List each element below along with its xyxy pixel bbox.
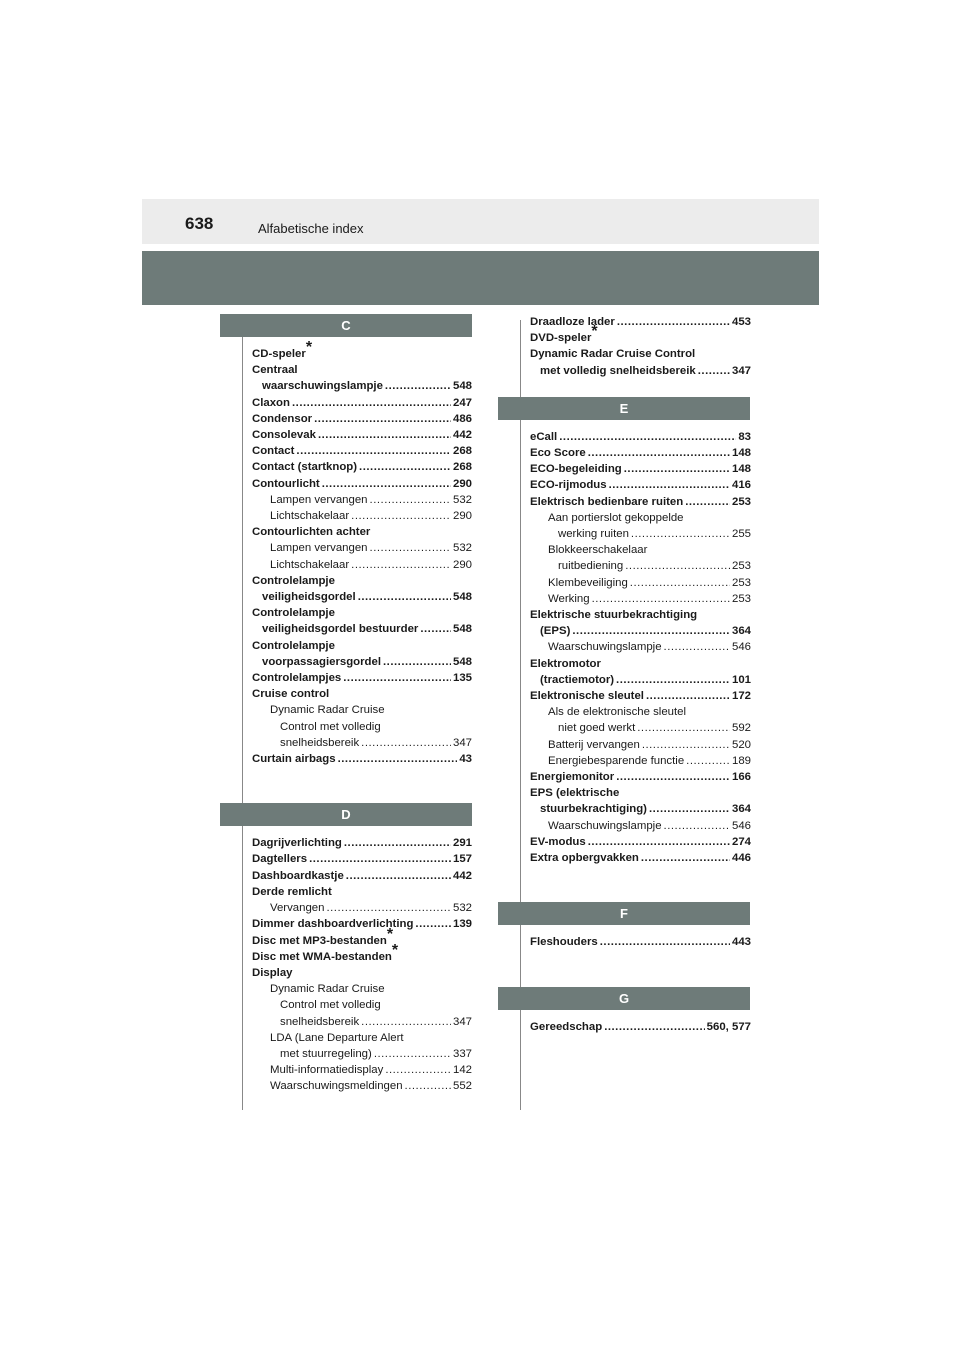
entry-list xyxy=(520,934,751,950)
dot-leader xyxy=(338,751,458,767)
index-entry xyxy=(252,981,472,997)
index-entry xyxy=(530,363,751,379)
index-entry xyxy=(252,605,472,621)
footnote-star: * xyxy=(591,323,598,341)
index-column-left xyxy=(242,314,472,1095)
index-entry xyxy=(530,314,751,330)
dot-leader xyxy=(346,868,451,884)
section-letter-f: F xyxy=(498,902,750,925)
entry-term: Lichtschakelaar xyxy=(270,510,350,523)
index-entry xyxy=(252,835,472,851)
entry-term: Dynamic Radar Cruise Control xyxy=(530,348,696,361)
index-entry xyxy=(252,443,472,459)
index-entry xyxy=(252,427,472,443)
entry-term: ECO-rijmodus xyxy=(530,479,607,492)
dot-leader xyxy=(604,1019,704,1035)
entry-term: Contact (startknop) xyxy=(252,461,358,474)
entry-term: Controlelampje xyxy=(252,607,335,620)
index-entry xyxy=(252,868,472,884)
entry-page-ref[interactable]: 416 xyxy=(731,479,751,492)
dot-leader xyxy=(588,834,730,850)
index-entry xyxy=(530,672,751,688)
entry-term: Energiemonitor xyxy=(530,771,615,784)
index-entry xyxy=(530,818,751,834)
entry-page-ref[interactable]: 442 xyxy=(452,429,472,442)
dot-leader xyxy=(385,1062,451,1078)
index-entry xyxy=(252,573,472,589)
index-entry xyxy=(252,589,472,605)
index-entry xyxy=(530,494,751,510)
entry-page-ref[interactable]: 532 xyxy=(452,493,472,506)
dot-leader xyxy=(649,801,730,817)
index-entry xyxy=(252,965,472,981)
entry-term: Energiebesparende functie xyxy=(548,754,685,767)
dot-leader xyxy=(358,589,451,605)
dot-leader xyxy=(698,363,730,379)
entry-page-ref[interactable]: 148 xyxy=(731,463,751,476)
index-entry xyxy=(530,542,751,558)
section-gap xyxy=(520,379,751,397)
section-letter-e: E xyxy=(498,397,750,420)
index-entry xyxy=(530,934,751,950)
entry-term: Disc met MP3-bestanden* xyxy=(252,925,394,947)
dot-leader xyxy=(314,411,451,427)
entry-page-ref[interactable]: 532 xyxy=(452,902,472,915)
index-entry xyxy=(530,558,751,574)
entry-term: Curtain airbags xyxy=(252,753,336,766)
entry-term: Control met volledig xyxy=(280,720,381,733)
entry-page-ref[interactable]: 253 xyxy=(731,576,751,589)
entry-term: snelheidsbereik xyxy=(280,1015,360,1028)
entry-term: (tractiemotor) xyxy=(540,673,615,686)
index-entry xyxy=(252,735,472,751)
entry-page-ref[interactable]: 548 xyxy=(452,623,472,636)
entry-term: Aan portierslot gekoppelde xyxy=(548,511,684,524)
index-entry xyxy=(252,540,472,556)
index-entry xyxy=(252,670,472,686)
index-entry xyxy=(252,686,472,702)
entry-term: stuurbekrachtiging) xyxy=(540,803,647,816)
entry-term: ECO-begeleiding xyxy=(530,463,622,476)
entry-term: Elektrische stuurbekrachtiging xyxy=(530,609,698,622)
index-entry xyxy=(530,737,751,753)
entry-term: Claxon xyxy=(252,396,290,409)
dot-leader xyxy=(642,737,730,753)
index-entry xyxy=(530,477,751,493)
entry-page-ref[interactable]: 247 xyxy=(452,396,472,409)
index-entry xyxy=(530,850,751,866)
index-entry xyxy=(530,639,751,655)
entry-page-ref[interactable]: 337 xyxy=(452,1047,472,1060)
index-entry xyxy=(252,508,472,524)
entry-page-ref[interactable]: 253 xyxy=(731,592,751,605)
entry-term: Centraal xyxy=(252,364,298,377)
index-entry xyxy=(252,900,472,916)
entry-term: Dashboardkastje xyxy=(252,869,344,882)
entry-term: veiligheidsgordel bestuurder xyxy=(262,623,419,636)
dot-leader xyxy=(385,378,451,394)
entry-page-ref[interactable]: 532 xyxy=(452,542,472,555)
index-entry xyxy=(530,346,751,362)
index-entry xyxy=(530,1019,751,1035)
entry-page-ref[interactable]: 486 xyxy=(452,412,472,425)
entry-term: waarschuwingslampje xyxy=(262,380,383,393)
dot-leader xyxy=(322,476,451,492)
dot-leader xyxy=(309,851,451,867)
entry-list xyxy=(242,339,472,767)
dot-leader xyxy=(600,934,730,950)
entry-page-ref[interactable]: 166 xyxy=(731,771,751,784)
entry-term: Elektrisch bedienbare ruiten xyxy=(530,495,684,508)
index-entry xyxy=(252,654,472,670)
entry-page-ref[interactable]: 135 xyxy=(452,672,472,685)
entry-term: ruitbediening xyxy=(558,560,624,573)
entry-page-ref[interactable]: 189 xyxy=(731,754,751,767)
index-entry xyxy=(252,941,472,965)
entry-page-ref[interactable]: 268 xyxy=(452,461,472,474)
entry-term: Lampen vervangen xyxy=(270,542,368,555)
index-entry xyxy=(530,688,751,704)
entry-term: Contourlichten achter xyxy=(252,526,371,539)
entry-page-ref[interactable]: 442 xyxy=(452,869,472,882)
entry-page-ref[interactable]: 592 xyxy=(731,722,751,735)
entry-page-ref[interactable]: 548 xyxy=(452,380,472,393)
index-entry xyxy=(252,719,472,735)
entry-page-ref[interactable]: 255 xyxy=(731,528,751,541)
dot-leader xyxy=(588,445,730,461)
entry-list xyxy=(520,429,751,866)
dot-leader xyxy=(664,639,730,655)
index-entry xyxy=(252,476,472,492)
dot-leader xyxy=(318,427,451,443)
entry-term: snelheidsbereik xyxy=(280,736,360,749)
index-entry xyxy=(252,702,472,718)
dot-leader xyxy=(572,623,730,639)
entry-page-ref[interactable]: 291 xyxy=(452,837,472,850)
entry-term: Batterij vervangen xyxy=(548,738,640,751)
entry-term: Waarschuwingslampje xyxy=(548,641,662,654)
page-number: 638 xyxy=(185,214,214,233)
dot-leader xyxy=(359,459,451,475)
index-entry xyxy=(530,591,751,607)
index-entry xyxy=(530,461,751,477)
entry-term: eCall xyxy=(530,430,558,443)
entry-term: Waarschuwingsmeldingen xyxy=(270,1080,403,1093)
entry-page-ref[interactable]: 453 xyxy=(731,316,751,328)
entry-term: Extra opbergvakken xyxy=(530,852,639,865)
dot-leader xyxy=(351,557,451,573)
entry-page-ref[interactable]: 520 xyxy=(731,738,751,751)
entry-term: Eco Score xyxy=(530,447,586,460)
entry-term: Multi-informatiedisplay xyxy=(270,1064,384,1077)
index-entry xyxy=(252,1014,472,1030)
section-letter-g: G xyxy=(498,987,750,1010)
dot-leader xyxy=(631,526,730,542)
entry-term: met stuurregeling) xyxy=(280,1047,372,1060)
entry-term: Gereedschap xyxy=(530,1020,603,1033)
index-entry xyxy=(252,884,472,900)
index-entry xyxy=(530,510,751,526)
index-entry xyxy=(530,801,751,817)
entry-term: Display xyxy=(252,966,293,979)
index-entry xyxy=(252,751,472,767)
index-entry xyxy=(252,997,472,1013)
index-entry xyxy=(252,638,472,654)
entry-term: Control met volledig xyxy=(280,999,381,1012)
entry-term: met volledig snelheidsbereik xyxy=(540,364,696,377)
section-letter-d: D xyxy=(220,803,472,826)
index-entry xyxy=(530,623,751,639)
footnote-star: * xyxy=(305,339,313,357)
entry-page-ref[interactable]: 253 xyxy=(731,495,751,508)
index-column-right xyxy=(520,314,751,1035)
index-entry xyxy=(530,656,751,672)
entry-term: Controlelampje xyxy=(252,574,335,587)
section-gap xyxy=(242,767,472,803)
entry-page-ref[interactable]: 364 xyxy=(731,625,751,638)
dot-leader xyxy=(616,769,730,785)
entry-page-ref[interactable]: 253 xyxy=(731,560,751,573)
entry-term: Dynamic Radar Cruise xyxy=(270,983,385,996)
dot-leader xyxy=(405,1078,451,1094)
entry-term: Lampen vervangen xyxy=(270,493,368,506)
entry-list xyxy=(242,835,472,1094)
entry-page-ref[interactable]: 290 xyxy=(452,510,472,523)
entry-page-ref[interactable]: 446 xyxy=(731,852,751,865)
dot-leader xyxy=(685,494,730,510)
entry-term: Klembeveiliging xyxy=(548,576,628,589)
index-entry xyxy=(530,785,751,801)
index-entry xyxy=(252,459,472,475)
dot-leader xyxy=(624,461,730,477)
index-entry xyxy=(530,720,751,736)
index-entry xyxy=(530,834,751,850)
index-entry xyxy=(252,411,472,427)
index-entry xyxy=(252,492,472,508)
dot-leader xyxy=(351,508,451,524)
entry-page-ref[interactable]: 268 xyxy=(452,445,472,458)
entry-term: EV-modus xyxy=(530,835,586,848)
index-entry xyxy=(530,769,751,785)
entry-term: Dagtellers xyxy=(252,853,308,866)
entry-page-ref[interactable]: 101 xyxy=(731,673,751,686)
entry-page-ref[interactable]: 139 xyxy=(452,918,472,931)
dot-leader xyxy=(361,1014,451,1030)
entry-term: Elektronische sleutel xyxy=(530,690,644,703)
index-entry xyxy=(252,621,472,637)
index-entry xyxy=(530,575,751,591)
dot-leader xyxy=(617,314,730,330)
entry-term: Vervangen xyxy=(270,902,325,915)
entry-page-ref[interactable]: 274 xyxy=(731,835,751,848)
running-title: Alfabetische index xyxy=(258,221,364,236)
entry-term: Werking xyxy=(548,592,590,605)
entry-term: Lichtschakelaar xyxy=(270,558,350,571)
entry-term: Dynamic Radar Cruise xyxy=(270,704,385,717)
section-letter-c: C xyxy=(220,314,472,337)
entry-term: Contourlicht xyxy=(252,477,320,490)
entry-list xyxy=(520,314,751,379)
entry-page-ref[interactable]: 290 xyxy=(452,477,472,490)
entry-page-ref[interactable]: 290 xyxy=(452,558,472,571)
entry-term: veiligheidsgordel xyxy=(262,591,356,604)
entry-term: EPS (elektrische xyxy=(530,787,620,800)
entry-page-ref[interactable]: 347 xyxy=(452,1015,472,1028)
entry-page-ref[interactable]: 552 xyxy=(452,1080,472,1093)
dot-leader xyxy=(296,443,451,459)
entry-page-ref[interactable]: 546 xyxy=(731,819,751,832)
entry-term: (EPS) xyxy=(540,625,571,638)
dot-leader xyxy=(616,672,730,688)
index-entry xyxy=(252,851,472,867)
entry-page-ref[interactable]: 172 xyxy=(731,690,751,703)
dot-leader xyxy=(641,850,730,866)
entry-page-ref[interactable]: 83 xyxy=(738,430,751,443)
index-entry xyxy=(252,925,472,949)
dot-leader xyxy=(343,670,451,686)
entry-term: Derde remlicht xyxy=(252,885,332,898)
index-entry xyxy=(530,429,751,445)
section-gap xyxy=(520,1010,751,1019)
entry-term: Blokkeerschakelaar xyxy=(548,544,648,557)
entry-term: Contact xyxy=(252,445,295,458)
dot-leader xyxy=(646,688,730,704)
entry-term: Waarschuwingslampje xyxy=(548,819,662,832)
entry-page-ref[interactable]: 347 xyxy=(731,364,751,377)
dot-leader xyxy=(637,720,730,736)
section-gap xyxy=(520,420,751,429)
index-entry xyxy=(252,362,472,378)
dot-leader xyxy=(686,753,730,769)
entry-term: Elektromotor xyxy=(530,657,601,670)
index-entry xyxy=(252,1062,472,1078)
dot-leader xyxy=(344,835,451,851)
entry-term: Condensor xyxy=(252,412,313,425)
entry-page-ref[interactable]: 548 xyxy=(452,591,472,604)
entry-term: Als de elektronische sleutel xyxy=(548,706,687,719)
entry-term: Cruise control xyxy=(252,688,330,701)
entry-page-ref[interactable]: 546 xyxy=(731,641,751,654)
section-gap xyxy=(242,826,472,835)
section-gap xyxy=(520,925,751,934)
index-entry xyxy=(252,524,472,540)
entry-term: niet goed werkt xyxy=(558,722,636,735)
index-entry xyxy=(530,607,751,623)
dot-leader xyxy=(370,492,451,508)
dot-leader xyxy=(559,429,736,445)
entry-term: CD-speler* xyxy=(252,339,313,360)
entry-page-ref[interactable]: 142 xyxy=(452,1064,472,1077)
index-entry xyxy=(530,704,751,720)
dot-leader xyxy=(630,575,730,591)
dot-leader xyxy=(664,818,730,834)
entry-page-ref[interactable]: 148 xyxy=(731,447,751,460)
entry-page-ref[interactable]: 43 xyxy=(459,753,472,766)
entry-page-ref[interactable]: 157 xyxy=(452,853,472,866)
dot-leader xyxy=(383,654,451,670)
dot-leader xyxy=(361,735,451,751)
entry-term: Draadloze lader xyxy=(530,316,615,328)
section-gap xyxy=(520,951,751,987)
entry-page-ref[interactable]: 560, 577 xyxy=(706,1020,751,1033)
index-entry xyxy=(530,526,751,542)
header-bar xyxy=(142,199,819,244)
index-entry xyxy=(252,557,472,573)
entry-term: Dagrijverlichting xyxy=(252,837,342,850)
index-entry xyxy=(530,323,751,346)
dot-leader xyxy=(326,900,451,916)
entry-page-ref[interactable]: 548 xyxy=(452,655,472,668)
entry-list xyxy=(520,1019,751,1035)
index-entry xyxy=(252,339,472,362)
dot-leader xyxy=(292,395,451,411)
index-entry xyxy=(252,378,472,394)
index-entry xyxy=(252,1046,472,1062)
index-entry xyxy=(252,1030,472,1046)
entry-term: Controlelampjes xyxy=(252,672,342,685)
index-entry xyxy=(530,753,751,769)
index-entry xyxy=(252,1078,472,1094)
dot-leader xyxy=(415,916,451,932)
entry-page-ref[interactable]: 364 xyxy=(731,803,751,816)
dot-leader xyxy=(609,477,730,493)
dot-leader xyxy=(370,540,451,556)
footnote-star: * xyxy=(391,941,399,959)
index-entry xyxy=(530,445,751,461)
entry-term: LDA (Lane Departure Alert xyxy=(270,1031,404,1044)
entry-term: Consolevak xyxy=(252,429,316,442)
entry-term: werking ruiten xyxy=(558,528,629,541)
dot-leader xyxy=(592,591,730,607)
entry-term: Fleshouders xyxy=(530,936,598,949)
entry-term: Dimmer dashboardverlichting xyxy=(252,918,414,931)
index-entry xyxy=(252,395,472,411)
entry-term: DVD-speler* xyxy=(530,323,598,345)
section-gap xyxy=(520,866,751,902)
section-gap xyxy=(242,337,472,346)
entry-term: Controlelampje xyxy=(252,639,335,652)
footnote-star: * xyxy=(386,925,394,943)
entry-page-ref[interactable]: 443 xyxy=(731,936,751,949)
dot-leader xyxy=(420,621,451,637)
dot-leader xyxy=(374,1046,451,1062)
entry-term: voorpassagiersgordel xyxy=(262,655,382,668)
entry-page-ref[interactable]: 347 xyxy=(452,736,472,749)
header-band xyxy=(142,251,819,305)
entry-term: Disc met WMA-bestanden* xyxy=(252,941,399,963)
index-entry xyxy=(252,916,472,932)
dot-leader xyxy=(625,558,730,574)
